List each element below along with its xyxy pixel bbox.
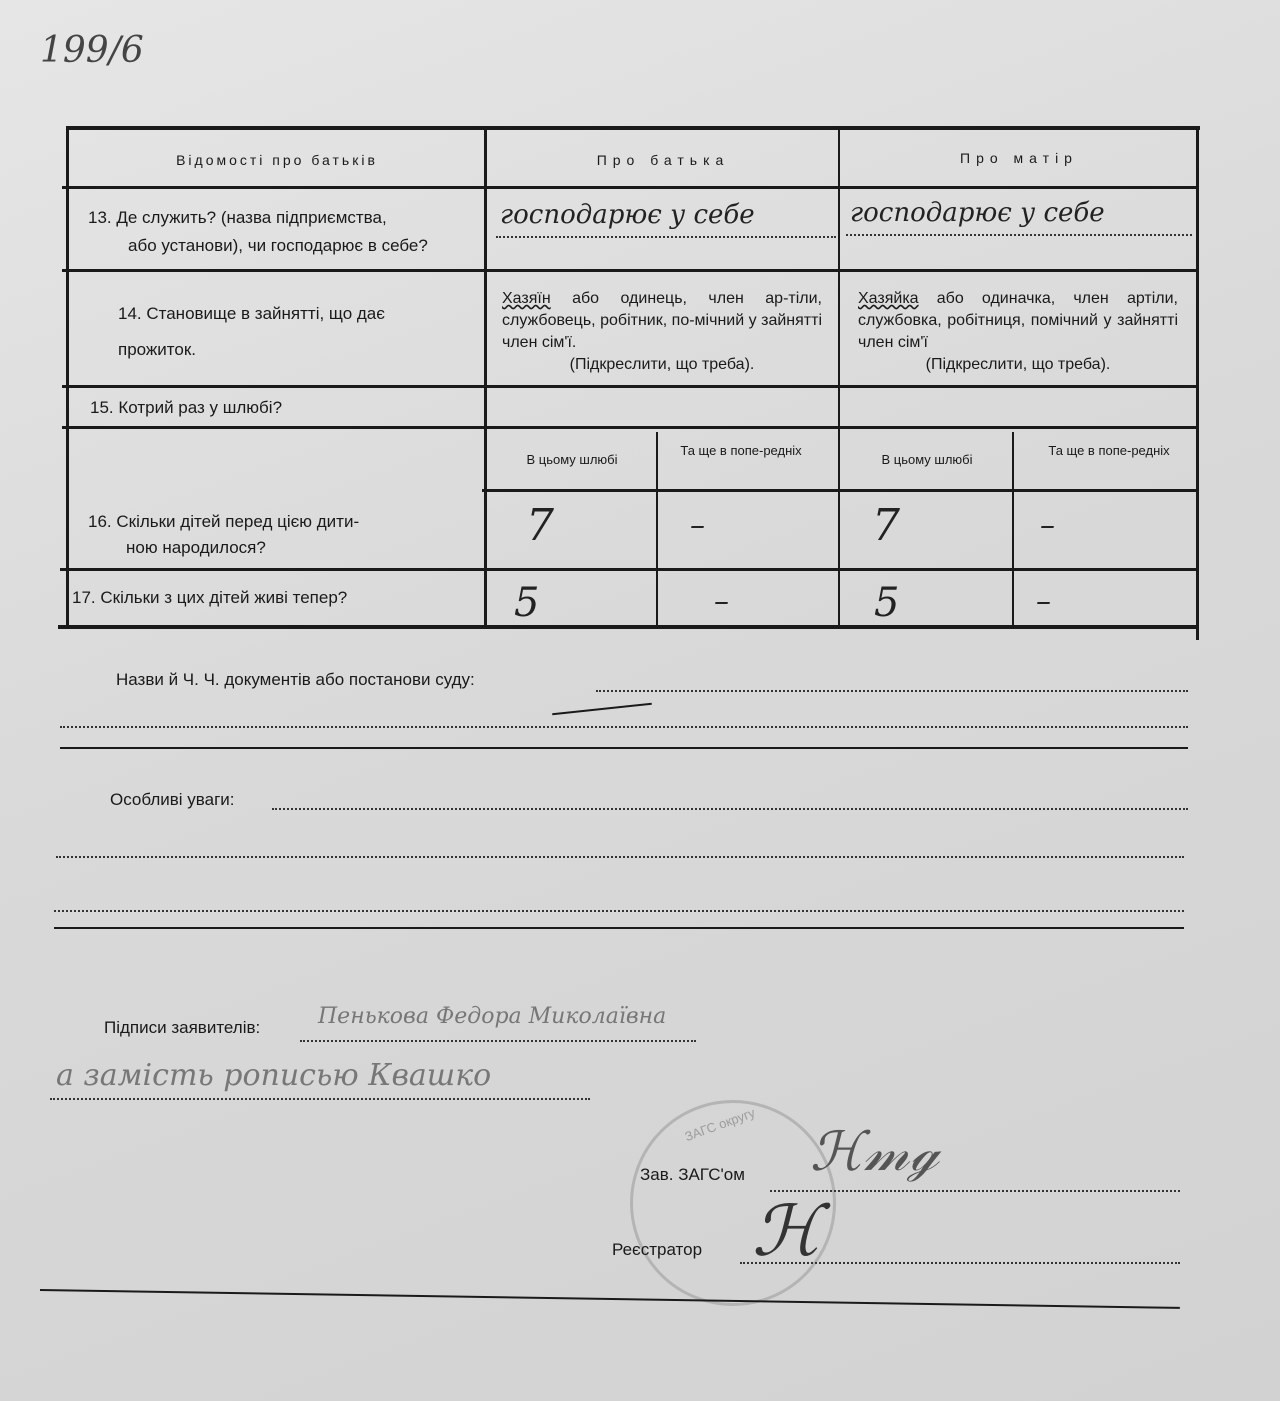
row-17-mother-prev: – [1036,584,1051,619]
row-16-mother-prev: – [1040,508,1055,543]
row-14-label-2: прожиток. [118,340,197,359]
head-signature-icon: ℋ𝓂ℊ [810,1120,939,1183]
corner-note: 199/6 [40,30,144,71]
subheader-father-this: В цьому шлюбі [526,452,618,467]
row-16-label-1: 16. Скільки дітей перед цією дити- [88,512,360,531]
row-16-label-2: ною народилося? [126,538,266,557]
applicant-signature-2: а замість рописью Квашко [56,1058,492,1093]
row-17-label: 17. Скільки з цих дітей живі тепер? [72,588,348,607]
registrar-signature-icon: ℋ [752,1190,822,1272]
header-mother: Про матір [960,150,1078,166]
registrar-label: Реєстратор [612,1240,703,1259]
row-16-mother-this: 7 [872,500,900,551]
signatures-label: Підписи заявителів: [104,1018,261,1037]
header-father: Про батька [596,152,730,168]
row-17-mother-this: 5 [874,580,900,626]
row-16-father-prev: – [690,508,705,543]
head-label: Зав. ЗАГС'ом [640,1165,745,1184]
applicant-signature-1: Пенькова Федора Миколаївна [318,1004,667,1029]
remarks-label: Особливі уваги: [110,790,235,809]
mother-underlined-option: Хазяйка [858,290,919,307]
subheader-father-previous: Та ще в попе-редніх [680,443,802,458]
stamp-text: ЗАГС округу [682,1104,758,1145]
row-14-father-options [502,288,822,376]
row-17-father-this: 5 [514,580,540,626]
subheader-mother-this: В цьому шлюбі [881,452,973,467]
row-15-label: 15. Котрий раз у шлюбі? [90,398,283,417]
row-17-father-prev: – [714,584,729,619]
mother-options-text: або одиначка, член артіли, службовка, робітниця, помічний у зайнятті член сім'ї [858,290,1178,351]
row-14-label-1: 14. Становище в зайнятті, що дає [118,304,385,323]
header-parents-info: Відомості про батьків [176,152,378,168]
row-13-label-1: 13. Де служить? (назва підприємства, [88,208,387,227]
father-options-text: або одинець, член ар-тіли, службовець, робітник, по-мічний у зайнятті член сім'ї. [502,290,822,351]
documents-label: Назви й Ч. Ч. документів або постанови суду: [116,670,475,689]
row-14-mother-options [858,288,1178,376]
subheader-mother-previous: Та ще в попе-редніх [1048,443,1170,458]
mother-note: (Підкреслити, що треба). [925,356,1111,373]
row-13-father-value: господарює у себе [500,200,755,230]
father-underlined-option: Хазяїн [502,290,551,307]
row-13-label-2: або установи), чи господарює в себе? [128,236,428,255]
row-16-father-this: 7 [526,500,554,551]
father-note: (Підкреслити, що треба). [569,356,755,373]
row-13-mother-value: господарює у себе [850,198,1105,228]
